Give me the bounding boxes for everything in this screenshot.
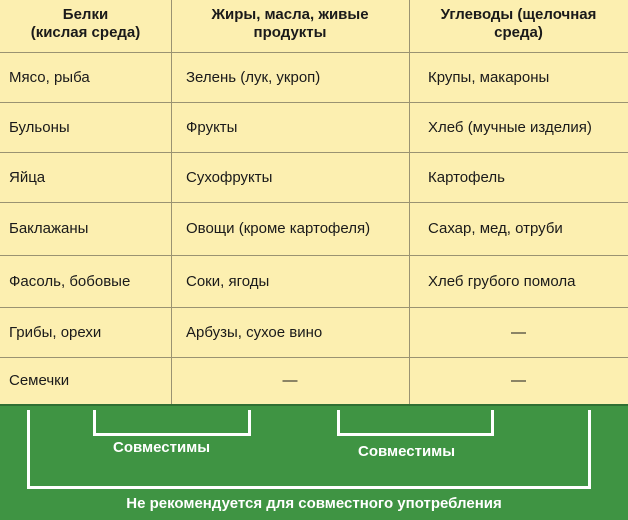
table-cell: Хлеб грубого помола bbox=[428, 272, 576, 290]
bracket-line bbox=[27, 410, 30, 489]
table-cell: Сахар, мед, отруби bbox=[428, 220, 563, 237]
table-cell: Фасоль, бобовые bbox=[9, 272, 131, 290]
table-cell: Бульоны bbox=[9, 118, 70, 136]
table-cell: Соки, ягоды bbox=[186, 272, 270, 290]
table-cell: Хлеб (мучные изделия) bbox=[428, 118, 592, 136]
table-cell: Арбузы, сухое вино bbox=[186, 323, 323, 341]
header-carbs-line1: Углеводы (щелочная bbox=[440, 6, 597, 23]
bracket-line bbox=[337, 433, 494, 436]
bracket-line bbox=[588, 410, 591, 489]
table-cell: Мясо, рыба bbox=[9, 68, 90, 86]
header-carbs-line2: среда) bbox=[494, 24, 543, 41]
table-cell: Фрукты bbox=[186, 118, 238, 136]
table-cell: Яйца bbox=[9, 168, 46, 186]
table-cell: Сухофрукты bbox=[186, 168, 273, 186]
table-cell: Картофель bbox=[428, 168, 505, 186]
table-cell: — bbox=[282, 372, 298, 389]
header-fats-line1: Жиры, масла, живые bbox=[211, 6, 369, 23]
header-proteins bbox=[0, 0, 171, 52]
bracket-line bbox=[93, 433, 251, 436]
table-cell: — bbox=[511, 372, 526, 389]
compatible-label-right: Совместимы bbox=[358, 443, 456, 460]
header-carbs bbox=[409, 0, 628, 52]
header-proteins-line2: (кислая среда) bbox=[30, 24, 141, 41]
table-cell: Баклажаны bbox=[9, 220, 89, 237]
header-fats-line2: продукты bbox=[253, 24, 327, 41]
table-cell: Грибы, орехи bbox=[9, 323, 102, 341]
table-cell: Овощи (кроме картофеля) bbox=[186, 220, 371, 237]
bracket-line bbox=[27, 486, 591, 489]
not-recommended-label: Не рекомендуется для совместного употребления bbox=[126, 495, 502, 512]
table-cell: Зелень (лук, укроп) bbox=[186, 68, 321, 86]
header-fats bbox=[171, 0, 409, 52]
table-cell: — bbox=[511, 323, 526, 341]
compatibility-legend bbox=[0, 404, 628, 520]
table-cell: Семечки bbox=[9, 372, 70, 389]
table-cell: Крупы, макароны bbox=[428, 68, 550, 86]
header-proteins-line1: Белки bbox=[62, 6, 109, 23]
compatible-label-left: Совместимы bbox=[113, 439, 211, 456]
